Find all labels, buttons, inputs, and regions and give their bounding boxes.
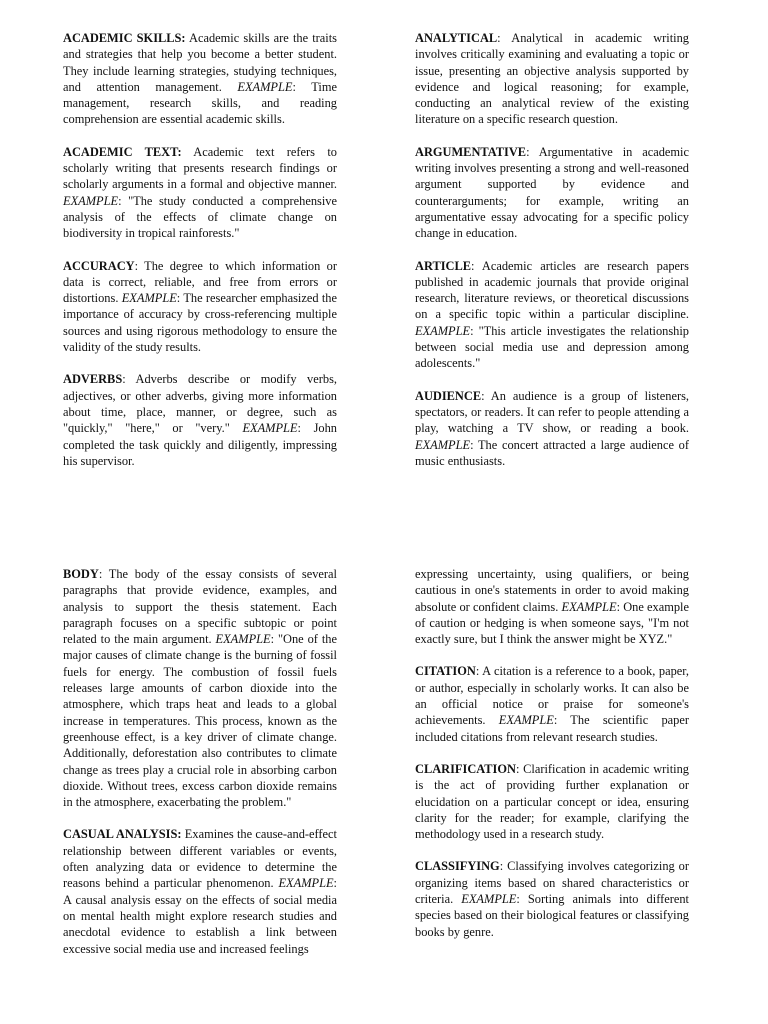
entry-academic-skills <box>63 30 337 128</box>
term: BODY <box>63 567 99 581</box>
example-label: EXAMPLE <box>415 323 471 338</box>
entry-classifying <box>415 858 689 939</box>
term: CLASSIFYING <box>415 859 500 874</box>
example-text: : John completed the task quickly and diligently, impressing his supervisor. <box>63 421 337 468</box>
term: ARGUMENTATIVE <box>415 144 527 159</box>
example-text: : A causal analysis essay on the effects of social media on mental health might explore research studies and anecdotal evidence to establish a link between excessive social media use and increased feelings <box>63 876 337 956</box>
term: ACADEMIC SKILLS: <box>63 31 186 45</box>
term: ANALYTICAL <box>415 31 498 45</box>
example-label: EXAMPLE <box>242 421 298 436</box>
definition: : Clarification in academic writing is the act of providing further explanation or elucidation on a particular concept or idea, ensuring clarity for the reader; for example, clarifying the methodology used in a research study. <box>415 761 689 842</box>
definition: : The degree to which information or data is correct, reliable, and free from errors or distortions. <box>63 258 337 306</box>
entry-audience <box>415 388 689 469</box>
definition: : Argumentative in academic writing involves presenting a strong and well-reasoned argument supported by evidence and counterarguments; for example, writing an argumentative essay advocating for a specific policy change in education. <box>415 144 689 241</box>
entry-academic-text <box>63 144 337 242</box>
example-text: : "One of the major causes of climate change is the burning of fossil fuels for energy. The combustion of fossil fuels releases large amounts of carbon dioxide into the atmosphere, which traps heat and leads to a global increase in temperatures. This process, known as the greenhouse effect, is a key driver of climate change. Additionally, deforestation also contributes to climate change as trees play a crucial role in absorbing carbon dioxide. Without trees, excess carbon dioxide remains in the atmosphere, exacerbating the problem." <box>63 632 337 810</box>
term: CLARIFICATION <box>415 761 516 776</box>
definition: Academic skills are the traits and strategies that help you become a better student. They include learning strategies, studying techniques, and attention management. <box>63 31 337 94</box>
example-text: : The concert attracted a large audience of music enthusiasts. <box>415 437 689 468</box>
example-text: : "This article investigates the relationship between social media use and depression among adolescents." <box>415 323 689 371</box>
example-label: EXAMPLE <box>121 291 177 306</box>
definition: : Classifying involves categorizing or organizing items based on shared characteristics or criteria. <box>415 859 689 907</box>
glossary-column-top-right <box>415 30 689 485</box>
example-label: EXAMPLE <box>278 876 334 891</box>
definition: Academic text refers to scholarly writing that presents research findings or scholarly arguments in a formal and objective manner. <box>63 144 337 192</box>
entry-citation <box>415 663 689 744</box>
definition: : Analytical in academic writing involves critically examining and evaluating a topic or issue, presenting an objective analysis supported by evidence and logical reasoning; for example, conducting an analytical review of the existing literature on a specific research question. <box>415 31 689 127</box>
example-label: EXAMPLE <box>237 79 293 94</box>
glossary-column-bottom-left <box>63 566 337 973</box>
example-text: : "The study conducted a comprehensive analysis of the effects of climate change on biodiversity in tropical rainforests." <box>63 193 337 241</box>
entry-argumentative <box>415 144 689 242</box>
glossary-column-bottom-right <box>415 566 689 956</box>
definition: : A citation is a reference to a book, paper, or author, especially in scholarly works. It can also be an official notice or praise for someone's achievements. <box>415 664 689 728</box>
entry-caution-continued <box>415 566 689 647</box>
example-text: : Time management, research skills, and reading comprehension are essential academic skills. <box>63 79 337 127</box>
definition: : Academic articles are research papers published in academic journals that provide original research, literature reviews, or theoretical discussions on a specific topic within a particular discipline. <box>415 258 689 322</box>
definition: expressing uncertainty, using qualifiers, or being cautious in one's statements in order to avoid making absolute or confident claims. <box>415 567 689 614</box>
entry-adverbs <box>63 371 337 469</box>
example-label: EXAMPLE <box>498 713 554 728</box>
example-label: EXAMPLE <box>461 892 517 907</box>
term: ARTICLE <box>415 258 472 273</box>
example-label: EXAMPLE <box>561 599 617 614</box>
term: ACCURACY <box>63 258 135 273</box>
example-text: : Sorting animals into different species based on their biological features or classifying books by genre. <box>415 892 689 939</box>
example-label: EXAMPLE <box>215 632 271 647</box>
entry-accuracy <box>63 258 337 356</box>
entry-body <box>63 566 337 810</box>
term: ADVERBS <box>63 372 123 387</box>
entry-analytical <box>415 30 689 128</box>
term: ACADEMIC TEXT: <box>63 144 182 159</box>
term: CITATION <box>415 664 476 679</box>
entry-clarification <box>415 761 689 842</box>
term: CASUAL ANALYSIS: <box>63 827 182 842</box>
example-text: : One example of caution or hedging is when someone says, "I'm not exactly sure, but I think the answer might be XYZ." <box>415 599 689 647</box>
example-label: EXAMPLE <box>63 193 119 208</box>
definition: : Adverbs describe or modify verbs, adjectives, or other adverbs, giving more information about time, place, manner, or degree, such as "quickly," "here," or "very." <box>63 372 337 436</box>
definition: : An audience is a group of listeners, spectators, or readers. It can refer to people attending a play, watching a TV show, or reading a book. <box>415 388 689 436</box>
example-text: : The scientific paper included citations from relevant research studies. <box>415 713 690 744</box>
entry-article <box>415 258 689 372</box>
example-label: EXAMPLE <box>415 437 471 452</box>
definition: Examines the cause-and-effect relationship between different variables or events, often analyzing data or evidence to determine the reasons behind a particular phenomenon. <box>63 827 337 891</box>
glossary-column-top-left <box>63 30 337 485</box>
entry-casual-analysis <box>63 826 337 956</box>
term: AUDIENCE <box>415 388 482 403</box>
definition: : The body of the essay consists of several paragraphs that provide evidence, examples, and analysis to support the thesis statement. Each paragraph focuses on a specific subtopic or point related to the main argument. <box>63 567 337 647</box>
example-text: : The researcher emphasized the importance of accuracy by cross-referencing multiple sources and using rigorous methodology to ensure the validity of the study results. <box>63 291 337 355</box>
